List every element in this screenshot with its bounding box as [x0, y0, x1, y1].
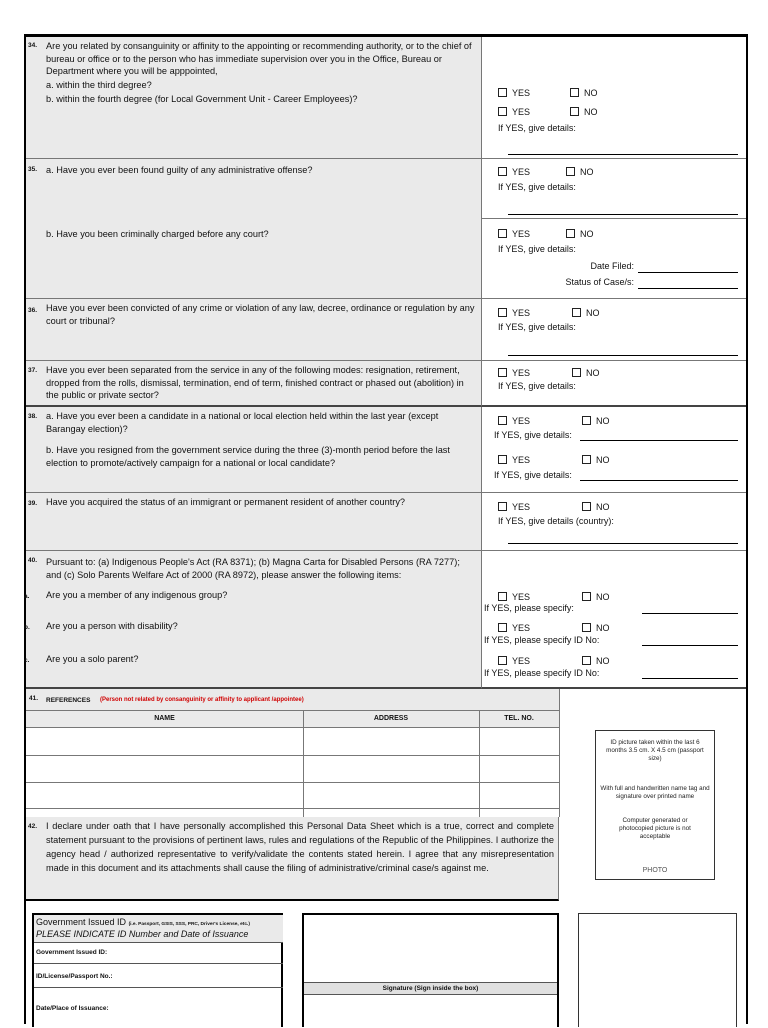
checkbox[interactable] [582, 656, 591, 665]
col-divider [559, 689, 560, 817]
q38-question [26, 407, 481, 493]
gov-id-number-label: ID/License/Passport No.: [36, 973, 113, 980]
q40-answer [481, 551, 746, 689]
no-label: NO [596, 623, 610, 633]
q34-answer [481, 37, 746, 159]
q40a-no[interactable] [582, 591, 610, 603]
q34-question [26, 37, 481, 159]
checkbox[interactable] [498, 455, 507, 464]
checkbox[interactable] [582, 502, 591, 511]
checkbox[interactable] [572, 368, 581, 377]
q35b-details-label: If YES, give details: [498, 244, 576, 254]
q40b-row [24, 620, 178, 633]
q40b-mark: b. [24, 624, 30, 631]
q35b-status-label: Status of Case/s: [565, 277, 634, 287]
no-label: NO [596, 656, 610, 666]
q35b-text: b. Have you been criminally charged before any court? [46, 229, 269, 239]
q40-number: 40. [28, 557, 38, 564]
q36-number: 36. [28, 307, 38, 314]
checkbox[interactable] [566, 167, 575, 176]
no-label: NO [580, 167, 594, 177]
q36-details-line[interactable] [508, 355, 738, 356]
q39-number: 39. [28, 500, 38, 507]
q40a-text: Are you a member of any indigenous group? [46, 590, 228, 600]
q35a-yes[interactable] [498, 166, 530, 178]
table-row[interactable] [26, 782, 559, 783]
signature-label-bar [304, 982, 557, 995]
gov-id-type-label: Government Issued ID: [36, 949, 108, 956]
no-label: NO [596, 455, 610, 465]
yes-label: YES [512, 623, 531, 633]
references-section [26, 689, 559, 817]
references-header [26, 689, 559, 711]
q37-no[interactable] [572, 367, 600, 379]
checkbox[interactable] [566, 229, 575, 238]
q37-yes[interactable] [498, 367, 530, 379]
checkbox[interactable] [498, 502, 507, 511]
q38a-no[interactable] [582, 415, 610, 427]
q40b-no[interactable] [582, 622, 610, 634]
q38a-text: a. Have you ever been a candidate in a national or local election held within the last year (except Barangay election)? [46, 411, 439, 434]
q38b-details-label: If YES, give details: [494, 470, 572, 480]
photo-box [595, 730, 715, 880]
q40c-yes[interactable] [498, 655, 530, 667]
declaration-number: 42. [28, 823, 38, 830]
yes-label: YES [512, 502, 531, 512]
q34a-no[interactable] [570, 87, 598, 99]
q40c-specify-line[interactable] [642, 678, 738, 679]
q38b-no[interactable] [582, 454, 610, 466]
q40b-text: Are you a person with disability? [46, 621, 178, 631]
q34-number: 34. [28, 42, 38, 49]
q38b-yes[interactable] [498, 454, 530, 466]
q40a-specify-line[interactable] [642, 613, 738, 614]
yes-label: YES [512, 308, 531, 318]
q34b-text: b. within the fourth degree (for Local Government Unit - Career Employees)? [46, 94, 358, 104]
checkbox[interactable] [582, 623, 591, 632]
q36-answer [481, 299, 746, 361]
q40a-row [24, 589, 228, 602]
col-divider [479, 711, 480, 817]
checkbox[interactable] [498, 592, 507, 601]
q37-answer [481, 361, 746, 407]
yes-label: YES [512, 167, 531, 177]
gov-id-examples: (i.e. Passport, GSIS, SSS, PRC, Driver's License, etc.) [128, 922, 250, 927]
gov-id-header [34, 915, 283, 943]
checkbox[interactable] [582, 592, 591, 601]
q34-details-label: If YES, give details: [498, 123, 576, 133]
q34-text: Are you related by consanguinity or affinity to the appointing or recommending authority, or to the chief of bureau or office or to the person who has immediate supervision over you in the Office, Bureau or Department where you will be apppointed, [46, 41, 472, 76]
q34a-text: a. within the third degree? [46, 79, 152, 90]
gov-id-title: Government Issued ID [36, 917, 127, 927]
yes-label: YES [512, 88, 531, 98]
gov-id-issuance-label: Date/Place of Issuance: [36, 1005, 109, 1012]
q40b-specify-label: If YES, please specify ID No: [484, 635, 600, 645]
q39-answer [481, 493, 746, 551]
signature-box[interactable] [302, 913, 559, 1027]
checkbox[interactable] [498, 308, 507, 317]
pds-page [24, 34, 748, 1024]
q35-question [26, 159, 481, 299]
checkbox[interactable] [498, 88, 507, 97]
q38b-details-line[interactable] [580, 480, 738, 481]
q40b-specify-line[interactable] [642, 645, 738, 646]
no-label: NO [596, 592, 610, 602]
references-note: (Person not related by consanguinity or affinity to applicant /appointee) [100, 697, 304, 703]
thumbmark-box[interactable] [578, 913, 737, 1027]
gov-id-box [32, 913, 283, 1027]
q39-question [26, 493, 481, 551]
col-address: ADDRESS [373, 715, 409, 722]
gov-id-instruction: PLEASE INDICATE ID Number and Date of Issuance [36, 929, 249, 939]
q39-details-label: If YES, give details (country): [498, 516, 614, 526]
no-label: NO [596, 416, 610, 426]
q37-text: Have you ever been separated from the service in any of the following modes: resignation, retirement, dropped from the rolls, dismissal, termination, end of term, finished contract or phased out (abolition) in the public or private sector? [46, 365, 464, 400]
q35-number: 35. [28, 166, 38, 173]
no-label: NO [584, 88, 598, 98]
q35a-details-line[interactable] [508, 214, 738, 215]
q38b-text: b. Have you resigned from the government service during the three (3)-month period before the last election to promote/actively campaign for a national or local candidate? [46, 445, 450, 468]
gov-id-field-number[interactable] [34, 964, 283, 988]
no-label: NO [586, 368, 600, 378]
q38-number: 38. [28, 413, 38, 420]
q38-answer [481, 407, 746, 493]
col-name: NAME [154, 715, 175, 722]
q36-no[interactable] [572, 307, 600, 319]
q35b-answer [481, 219, 746, 299]
checkbox[interactable] [498, 656, 507, 665]
photo-note-3: Computer generated or photocopied picture is not acceptable [619, 817, 691, 841]
q39-text: Have you acquired the status of an immigrant or permanent resident of another country? [46, 497, 406, 507]
q37-details-label: If YES, give details: [498, 381, 576, 391]
yes-label: YES [512, 107, 531, 117]
q35a-answer [481, 159, 746, 219]
no-label: NO [580, 229, 594, 239]
q34-details-line[interactable] [508, 154, 738, 155]
q35b-yes[interactable] [498, 228, 530, 240]
checkbox[interactable] [498, 229, 507, 238]
q36-yes[interactable] [498, 307, 530, 319]
photo-note-2: With full and handwritten name tag and signature over printed name [600, 785, 710, 801]
q35b-no[interactable] [566, 228, 594, 240]
q35a-details-label: If YES, give details: [498, 182, 576, 192]
q36-question [26, 299, 481, 361]
q35b-date-filed-label: Date Filed: [590, 261, 634, 271]
q40-text: Pursuant to: (a) Indigenous People's Act (RA 8371); (b) Magna Carta for Disabled Persons (RA 7277); and (c) Solo Parents Welfare Act of 2000 (RA 8972), please answer the following items: [46, 557, 460, 580]
q35b-date-filed-line[interactable] [638, 272, 738, 273]
signature-label: Signature (Sign inside the box) [382, 985, 479, 992]
references-title: REFERENCES [46, 697, 91, 704]
checkbox[interactable] [498, 416, 507, 425]
q36-text: Have you ever been convicted of any crime or violation of any law, decree, ordinance or regulation by any court or tribunal? [46, 303, 475, 326]
checkbox[interactable] [498, 107, 507, 116]
q40b-yes[interactable] [498, 622, 530, 634]
yes-label: YES [512, 656, 531, 666]
q35b-status-line[interactable] [638, 288, 738, 289]
yes-label: YES [512, 229, 531, 239]
table-row[interactable] [26, 808, 559, 809]
q40c-mark: c. [24, 657, 30, 664]
checkbox[interactable] [572, 308, 581, 317]
checkbox[interactable] [498, 623, 507, 632]
q37-number: 37. [28, 367, 38, 374]
q36-details-label: If YES, give details: [498, 322, 576, 332]
gov-id-field-issuance[interactable] [34, 988, 283, 1028]
no-label: NO [584, 107, 598, 117]
gov-id-field-type[interactable] [34, 943, 283, 964]
q40c-no[interactable] [582, 655, 610, 667]
q39-details-line[interactable] [508, 543, 738, 544]
col-divider [303, 711, 304, 817]
no-label: NO [586, 308, 600, 318]
q40c-specify-label: If YES, please specify ID No: [484, 668, 600, 678]
checkbox[interactable] [582, 416, 591, 425]
photo-note-1: ID picture taken within the last 6 months 3.5 cm. X 4.5 cm (passport size) [606, 739, 704, 763]
q35a-no[interactable] [566, 166, 594, 178]
declaration-section [26, 817, 559, 901]
yes-label: YES [512, 455, 531, 465]
declaration-text: I declare under oath that I have personally accomplished this Personal Data Sheet which is a true, correct and complete statement pursuant to the provisions of pertinent laws, rules and regulations of the Republic of the Philippines. I authorize the agency head / authorized representative to verify/validate the contents stated herein. I agree that any misrepresentation made in this document and its attachments shall cause the filing of administrative/criminal case/s against me. [46, 821, 554, 873]
q37-question [26, 361, 481, 407]
gov-id-title-row [36, 917, 250, 927]
photo-label: PHOTO [642, 867, 668, 874]
checkbox[interactable] [570, 88, 579, 97]
checkbox[interactable] [498, 167, 507, 176]
checkbox[interactable] [498, 368, 507, 377]
yes-label: YES [512, 368, 531, 378]
q40-question [26, 551, 481, 689]
yes-label: YES [512, 592, 531, 602]
q34b-no[interactable] [570, 106, 598, 118]
q39-no[interactable] [582, 501, 610, 513]
no-label: NO [596, 502, 610, 512]
q40c-text: Are you a solo parent? [46, 654, 139, 664]
q39-yes[interactable] [498, 501, 530, 513]
table-row[interactable] [26, 755, 559, 756]
q34a-yes[interactable] [498, 87, 530, 99]
q40a-mark: a. [24, 593, 30, 600]
col-tel: TEL. NO. [504, 715, 534, 722]
q35a-text: a. Have you ever been found guilty of any administrative offense? [46, 165, 313, 175]
q38a-yes[interactable] [498, 415, 530, 427]
checkbox[interactable] [570, 107, 579, 116]
q38a-details-line[interactable] [580, 440, 738, 441]
references-number: 41. [29, 695, 39, 702]
checkbox[interactable] [582, 455, 591, 464]
q34b-yes[interactable] [498, 106, 530, 118]
q40c-row [24, 653, 139, 666]
yes-label: YES [512, 416, 531, 426]
q40a-specify-label: If YES, please specify: [484, 603, 574, 613]
q38a-details-label: If YES, give details: [494, 430, 572, 440]
